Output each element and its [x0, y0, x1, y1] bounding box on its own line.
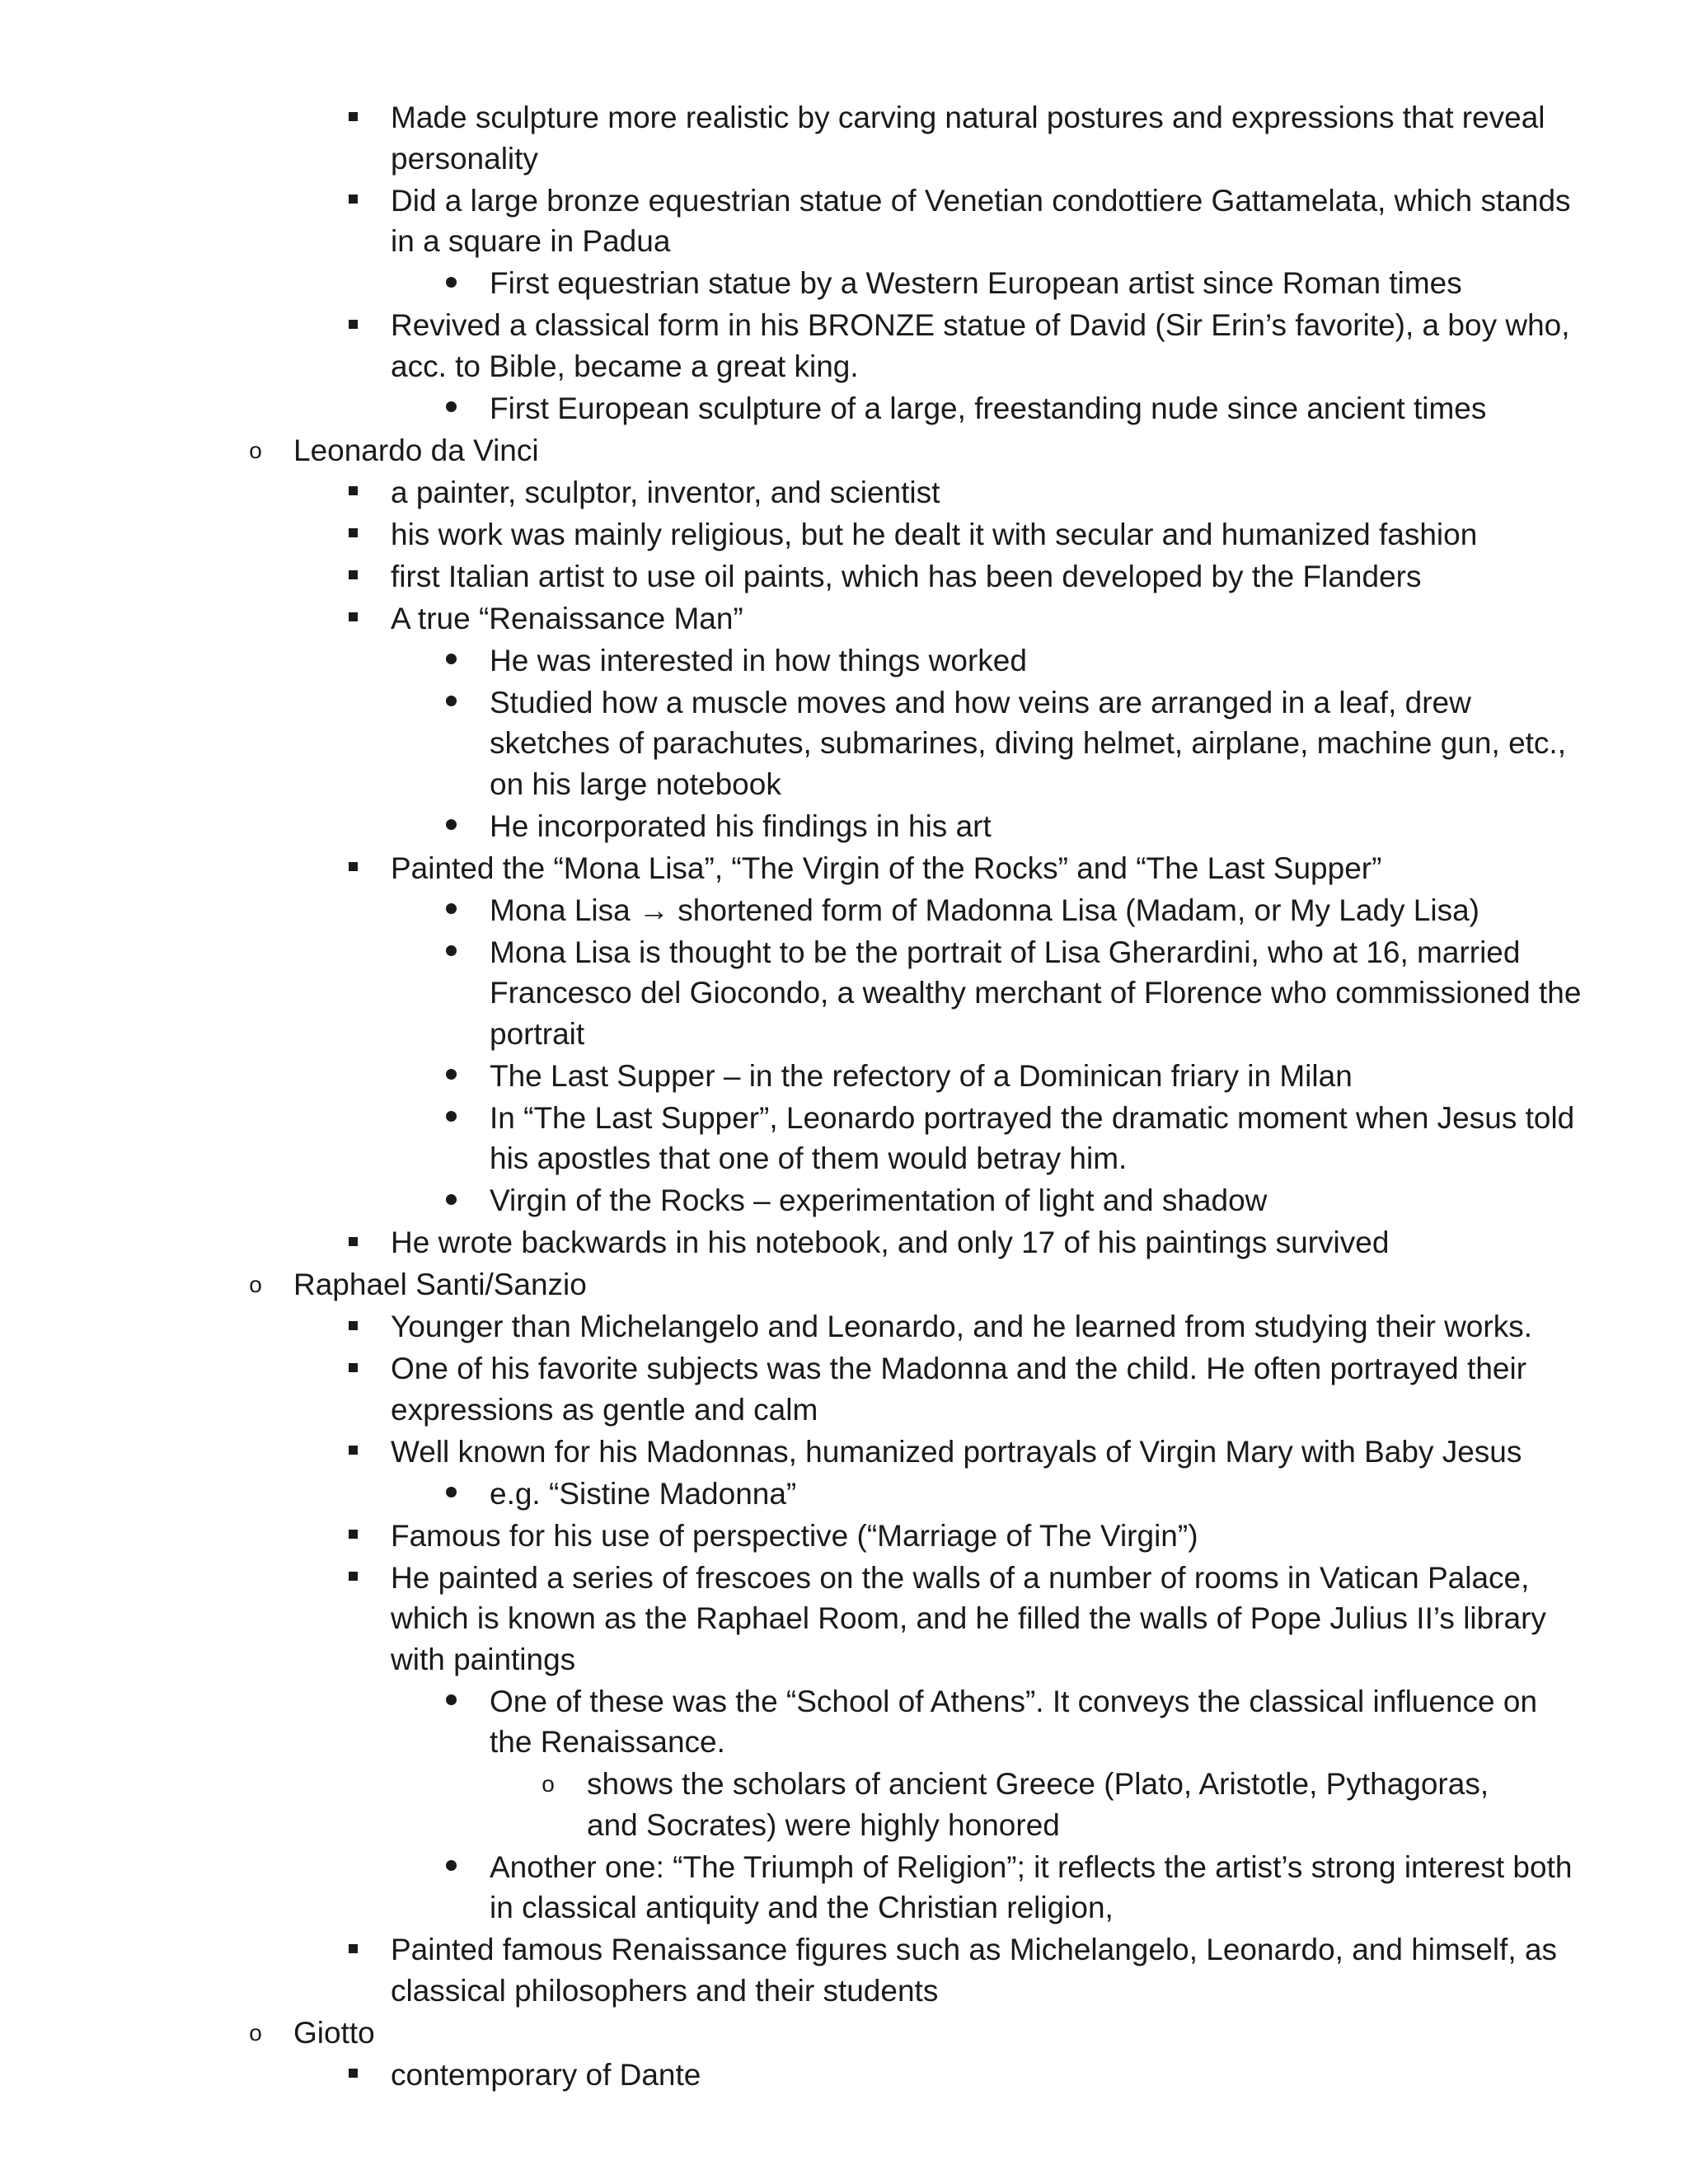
round-bullet-icon — [434, 890, 467, 931]
list-item-text: He wrote backwards in his notebook, and only 17 of his paintings survived — [391, 1226, 1390, 1259]
square-bullet-icon — [336, 1432, 369, 1473]
list-item-text: his work was mainly religious, but he dealt it with secular and humanized fashion — [391, 517, 1478, 551]
list-item-text: One of his favorite subjects was the Madonna and the child. He often portrayed their expressions as gentle and calm — [391, 1352, 1527, 1427]
list-item — [0, 1222, 1390, 1263]
square-bullet-icon — [336, 848, 369, 889]
list-item-text: The Last Supper – in the refectory of a Dominican friary in Milan — [490, 1058, 1353, 1093]
list-item — [0, 2013, 1352, 2054]
list-item-text: first Italian artist to use oil paints, which has been developed by the Flanders — [391, 559, 1422, 593]
list-item — [0, 1432, 1522, 1473]
list-item-text: A true “Renaissance Man” — [391, 601, 743, 635]
list-item-text: Another one: “The Triumph of Religion”; it reflects the artist’s strong interest both in classical antiquity and the Christian religion, — [490, 1849, 1573, 1924]
list-item-text: a painter, sculptor, inventor, and scientist — [391, 475, 940, 509]
square-bullet-icon — [336, 514, 369, 555]
list-item-text: contemporary of Dante — [391, 2057, 701, 2092]
hollow-circle-bullet-icon: o — [249, 1272, 262, 1297]
round-bullet-icon — [434, 1056, 467, 1097]
list-item — [0, 848, 1382, 889]
list-item — [0, 1764, 1489, 1845]
list-item-text: One of these was the “School of Athens”. It conveys the classical influence on the Renaissance. — [490, 1684, 1538, 1759]
list-item-text: Giotto — [293, 2015, 375, 2050]
list-item-text: He was interested in how things worked — [490, 643, 1027, 677]
square-bullet-icon — [336, 2055, 369, 2096]
round-bullet-icon — [434, 1681, 467, 1722]
list-item — [0, 932, 1582, 1055]
list-item — [0, 430, 1352, 471]
list-item — [0, 1681, 1538, 1763]
hollow-circle-bullet-icon: o — [249, 2019, 262, 2046]
list-item-text: Studied how a muscle moves and how veins are arranged in a leaf, drew sketches of parachutes, submarines, diving helmet, airplane, machine gun, etc., on his large notebook — [490, 685, 1566, 801]
round-bullet-icon — [434, 640, 467, 682]
list-item — [0, 263, 1462, 304]
list-item — [0, 305, 1570, 387]
square-bullet-icon — [336, 472, 369, 513]
square-bullet-icon — [336, 1516, 369, 1557]
list-item — [0, 180, 1571, 262]
square-bullet-icon — [336, 97, 369, 138]
list-item-text: shows the scholars of ancient Greece (Plato, Aristotle, Pythagoras, and Socrates) were highly honored — [587, 1767, 1489, 1842]
list-item — [0, 890, 1480, 931]
list-item — [0, 598, 1352, 640]
square-bullet-icon — [336, 1222, 369, 1263]
list-item-text: In “The Last Supper”, Leonardo portrayed the dramatic moment when Jesus told his apostles that one of them would betray him. — [490, 1100, 1575, 1175]
list-item-text: Mona Lisa is thought to be the portrait of Lisa Gherardini, who at 16, married Francesco del Giocondo, a wealthy merchant of Florence who commissioned the portrait — [490, 935, 1582, 1051]
list-item-text: Virgin of the Rocks – experimentation of light and shadow — [490, 1183, 1268, 1217]
round-bullet-icon — [434, 1847, 467, 1888]
list-item-text: Revived a classical form in his BRONZE statue of David (Sir Erin’s favorite), a boy who, acc. to Bible, became a great king. — [391, 308, 1570, 383]
list-item — [0, 1474, 1352, 1515]
list-item — [0, 682, 1566, 805]
list-item — [0, 1098, 1575, 1179]
list-item — [0, 1348, 1527, 1430]
list-item-text: First equestrian statue by a Western European artist since Roman times — [490, 266, 1462, 300]
list-item — [0, 1264, 1352, 1305]
square-bullet-icon — [336, 1558, 369, 1599]
document-page — [0, 97, 1688, 2095]
round-bullet-icon — [434, 1098, 467, 1139]
list-item — [0, 1847, 1573, 1929]
list-item-text: Famous for his use of perspective (“Marriage of The Virgin”) — [391, 1518, 1198, 1553]
square-bullet-icon — [336, 598, 369, 640]
round-bullet-icon — [434, 1180, 467, 1221]
list-item — [0, 514, 1478, 555]
list-item-text: Younger than Michelangelo and Leonardo, and he learned from studying their works. — [391, 1310, 1532, 1343]
hollow-circle-bullet-icon: o — [542, 1771, 555, 1797]
list-item-text: Painted the “Mona Lisa”, “The Virgin of the Rocks” and “The Last Supper” — [391, 851, 1382, 885]
list-item-text: Leonardo da Vinci — [293, 433, 539, 467]
hollow-circle-bullet-icon: o — [249, 437, 262, 463]
round-bullet-icon — [434, 388, 467, 429]
list-item-text: Mona Lisa → shortened form of Madonna Lisa (Madam, or My Lady Lisa) — [490, 893, 1480, 927]
list-item-text: Well known for his Madonnas, humanized portrayals of Virgin Mary with Baby Jesus — [391, 1434, 1522, 1469]
square-bullet-icon — [336, 1306, 369, 1347]
square-bullet-icon — [336, 1348, 369, 1390]
round-bullet-icon — [434, 806, 467, 847]
list-item — [0, 1516, 1352, 1557]
list-item — [0, 1306, 1532, 1347]
list-item — [0, 2055, 1352, 2096]
list-item — [0, 1180, 1352, 1221]
square-bullet-icon — [336, 305, 369, 346]
list-item-text: Painted famous Renaissance figures such as Michelangelo, Leonardo, and himself, as classical philosophers and their students — [391, 1933, 1558, 2008]
list-item — [0, 472, 1352, 513]
list-item — [0, 388, 1487, 429]
list-item-text: First European sculpture of a large, freestanding nude since ancient times — [490, 391, 1487, 425]
list-item — [0, 1558, 1546, 1680]
round-bullet-icon — [434, 682, 467, 724]
list-item-text: Did a large bronze equestrian statue of Venetian condottiere Gattamelata, which stands in a square in Padua — [391, 183, 1571, 258]
list-item-text: e.g. “Sistine Madonna” — [490, 1476, 797, 1511]
round-bullet-icon — [434, 263, 467, 304]
list-item-text: Raphael Santi/Sanzio — [293, 1268, 587, 1301]
square-bullet-icon — [336, 556, 369, 598]
square-bullet-icon — [336, 1929, 369, 1971]
round-bullet-icon — [434, 932, 467, 973]
list-item — [0, 1056, 1352, 1097]
list-item — [0, 556, 1422, 598]
list-item — [0, 1929, 1558, 2011]
list-item-text: He incorporated his findings in his art — [490, 808, 992, 843]
list-item — [0, 640, 1352, 682]
list-item — [0, 97, 1545, 179]
list-item-text: He painted a series of frescoes on the walls of a number of rooms in Vatican Palace, which is known as the Raphael Room, and he filled the walls of Pope Julius II’s library with paintings — [391, 1560, 1546, 1676]
square-bullet-icon — [336, 180, 369, 222]
list-item-text: Made sculpture more realistic by carving natural postures and expressions that reveal personality — [391, 101, 1545, 176]
list-item — [0, 806, 1352, 847]
round-bullet-icon — [434, 1474, 467, 1515]
